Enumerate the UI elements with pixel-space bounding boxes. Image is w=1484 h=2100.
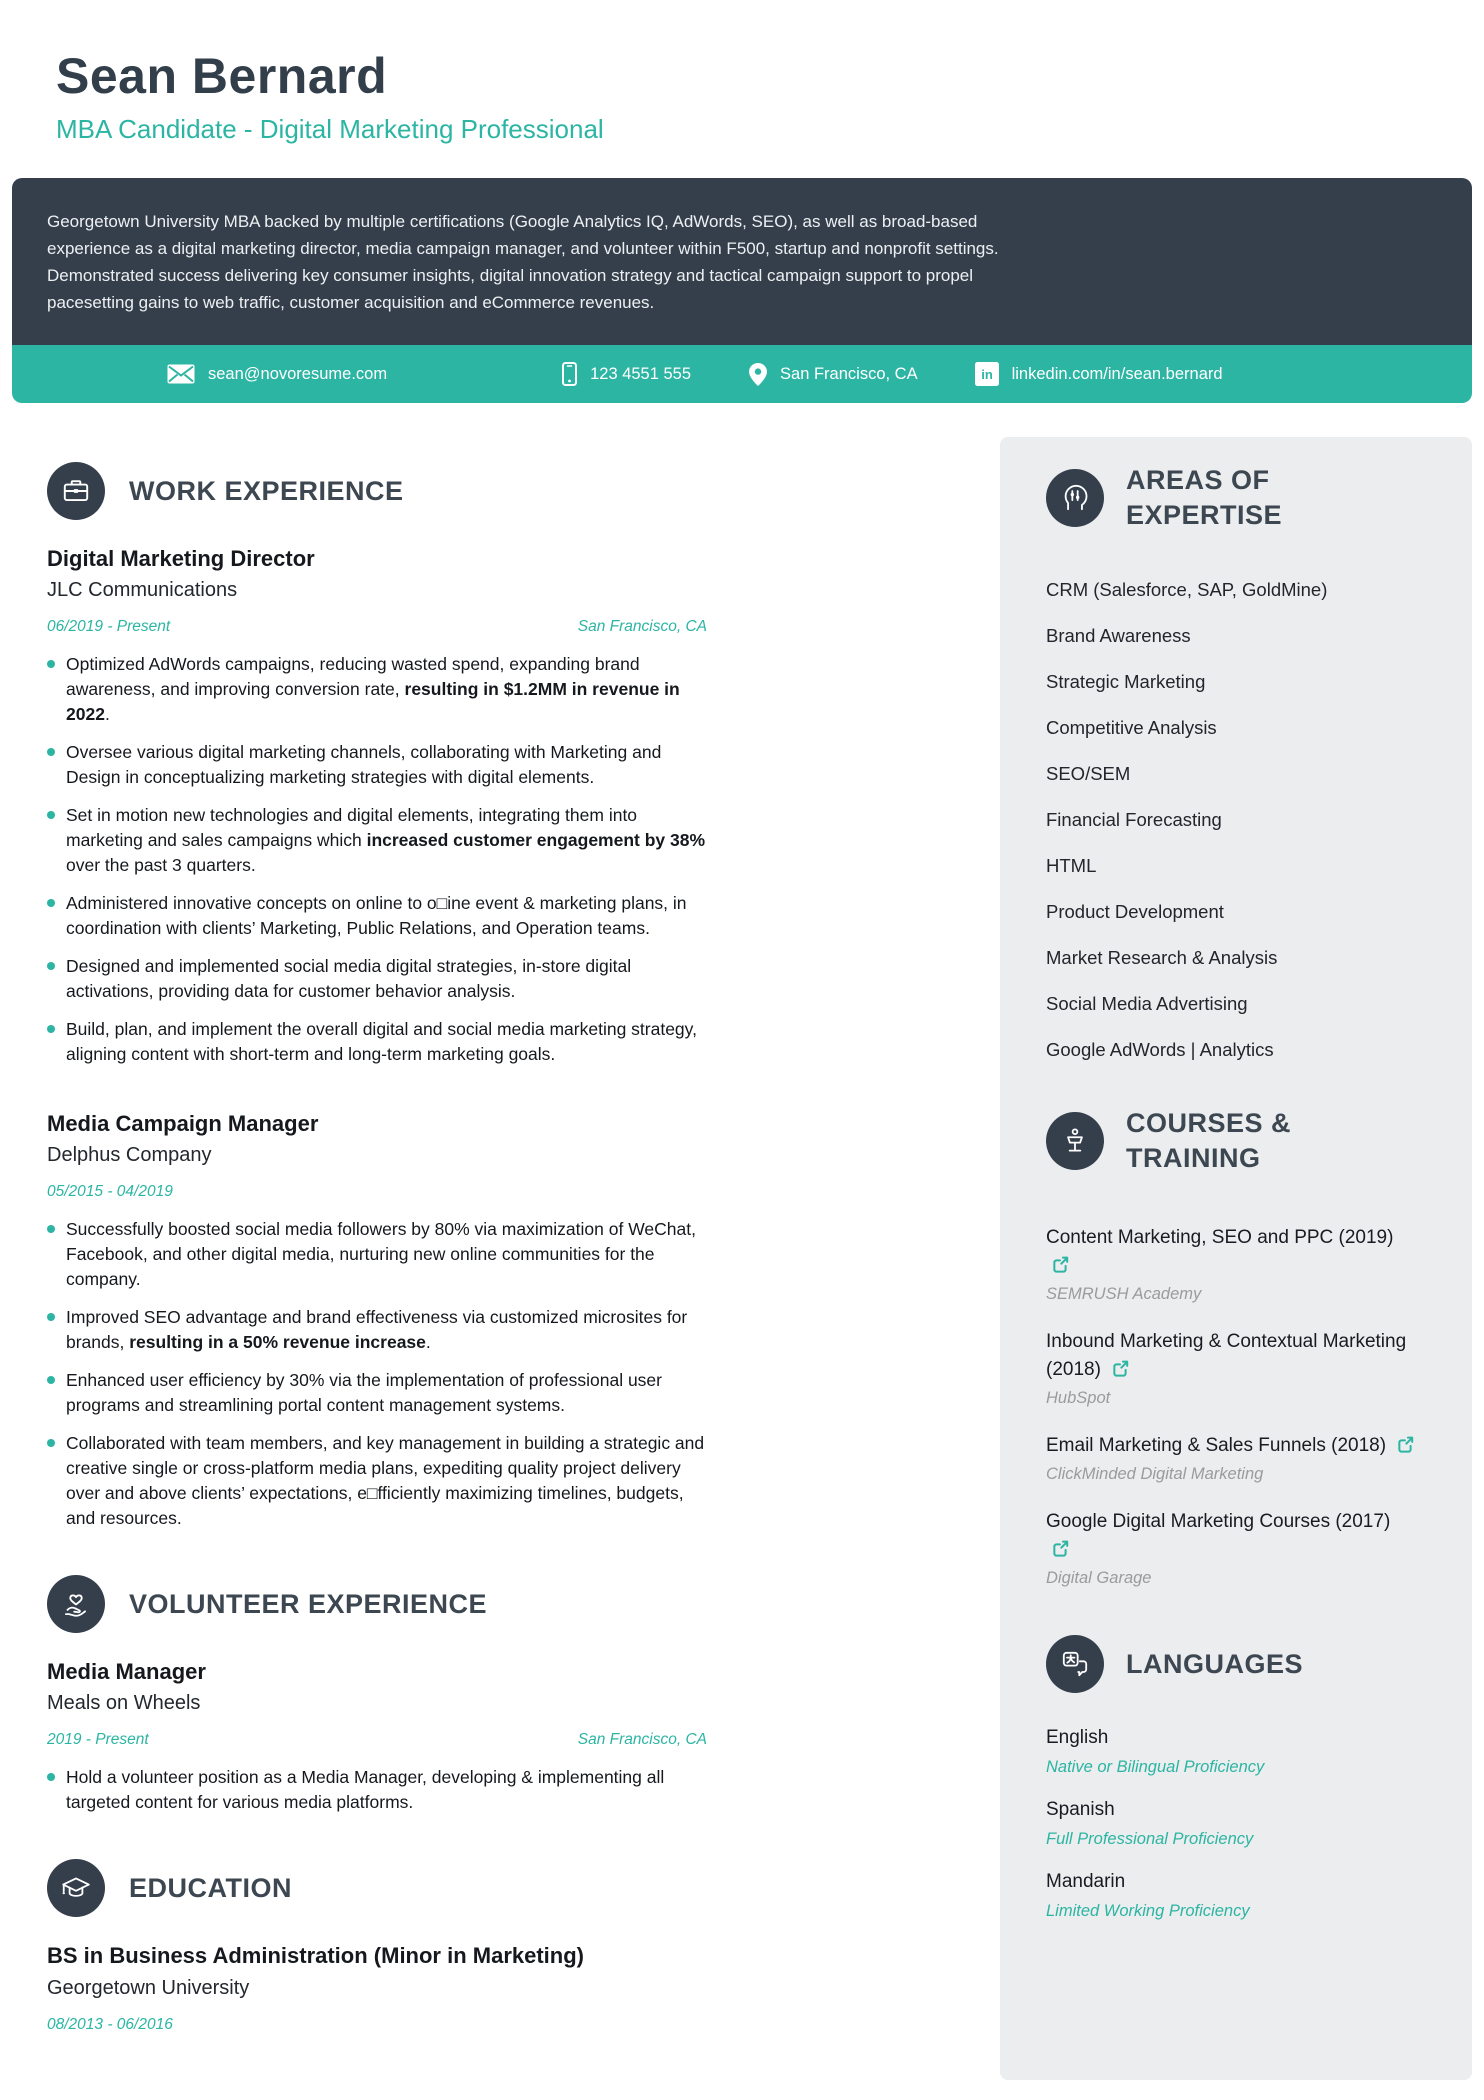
job-dates: 05/2015 - 04/2019 <box>47 1183 173 1200</box>
expertise-item: Strategic Marketing <box>1046 671 1206 692</box>
job-company: Delphus Company <box>47 1144 212 1166</box>
section-title: COURSES & TRAINING <box>1126 1108 1292 1173</box>
expertise-item: Social Media Advertising <box>1046 993 1248 1014</box>
job-bullets <box>47 652 707 1067</box>
course-name: Google Digital Marketing Courses (2017) <box>1046 1508 1418 1564</box>
course-provider: ClickMinded Digital Marketing <box>1046 1465 1264 1483</box>
expertise-list <box>1046 579 1444 1061</box>
contact-phone[interactable] <box>562 362 691 386</box>
language-item <box>1046 1867 1444 1926</box>
course-item <box>1046 1432 1444 1486</box>
job-meta <box>47 617 707 636</box>
bullet-point: Collaborated with team members, and key management in building a strategic and creative single or cross-platform media plans, expediting quality project delivery over and above clients’ expectations, e□fficiently maximizing timelines, budgets, and resources. <box>47 1431 707 1531</box>
left-column <box>47 462 707 2034</box>
language-item <box>1046 1723 1444 1782</box>
contact-linkedin[interactable] <box>975 362 1223 386</box>
volunteer-experience-section <box>47 1575 707 1815</box>
contact-email[interactable] <box>167 364 387 384</box>
bullet-point: Hold a volunteer position as a Media Manager, developing & implementing all targeted content for various media platforms. <box>47 1765 707 1815</box>
contact-linkedin-text: linkedin.com/in/sean.bernard <box>1011 364 1223 383</box>
language-name: English <box>1046 1727 1109 1748</box>
bullet-point: Successfully boosted social media followers by 80% via maximization of WeChat, Facebook, and other digital media, nurturing new online communities for the company. <box>47 1217 707 1292</box>
external-link-icon[interactable] <box>1052 1540 1069 1557</box>
course-name: Inbound Marketing & Contextual Marketing (2018) <box>1046 1331 1407 1380</box>
job-company: Meals on Wheels <box>47 1692 201 1714</box>
languages-section <box>1046 1635 1444 1926</box>
bullet-point: Build, plan, and implement the overall digital and social media marketing strategy, aligning content with short-term and long-term marketing goals. <box>47 1017 707 1067</box>
bullet-point: Enhanced user efficiency by 30% via the implementation of professional user programs and streamlining portal content management systems. <box>47 1368 707 1418</box>
contact-bar <box>12 345 1472 403</box>
bullet-point: Designed and implemented social media digital strategies, in-store digital activations, providing data for customer behavior analysis. <box>47 954 707 1004</box>
expertise-item: CRM (Salesforce, SAP, GoldMine) <box>1046 579 1328 600</box>
external-link-icon[interactable] <box>1112 1360 1129 1377</box>
course-item <box>1046 1224 1444 1306</box>
contact-location-text: San Francisco, CA <box>780 364 918 383</box>
expertise-item: Brand Awareness <box>1046 625 1191 646</box>
person-job-title: MBA Candidate - Digital Marketing Professional <box>56 114 604 144</box>
expertise-item: Product Development <box>1046 901 1224 922</box>
language-level: Native or Bilingual Proficiency <box>1046 1758 1265 1776</box>
sidebar <box>1000 437 1472 2080</box>
course-provider: HubSpot <box>1046 1389 1111 1407</box>
education-section <box>47 1859 707 2034</box>
expertise-item: Competitive Analysis <box>1046 717 1217 738</box>
external-link-icon[interactable] <box>1397 1436 1414 1453</box>
areas-of-expertise-section <box>1046 463 1444 1061</box>
education-dates: 08/2013 - 06/2016 <box>47 2016 173 2033</box>
course-name: Email Marketing & Sales Funnels (2018) <box>1046 1432 1418 1460</box>
course-item <box>1046 1508 1444 1590</box>
phone-icon <box>562 362 577 386</box>
job-meta <box>47 1730 707 1749</box>
contact-phone-text: 123 4551 555 <box>590 364 692 383</box>
location-pin-icon <box>749 363 767 386</box>
briefcase-icon <box>47 462 105 520</box>
graduation-cap-icon <box>47 1859 105 1917</box>
areas-of-expertise-header <box>1046 463 1444 533</box>
courses-training-section <box>1046 1106 1444 1590</box>
courses-list <box>1046 1224 1444 1590</box>
translate-icon <box>1046 1635 1104 1693</box>
course-provider: Digital Garage <box>1046 1569 1152 1587</box>
languages-header <box>1046 1635 1444 1693</box>
course-provider: SEMRUSH Academy <box>1046 1285 1202 1303</box>
email-icon <box>167 364 195 384</box>
education-school: Georgetown University <box>47 1977 250 1999</box>
linkedin-icon <box>975 362 999 386</box>
job-bullets <box>47 1217 707 1531</box>
languages-list <box>1046 1723 1444 1926</box>
bullet-point: Improved SEO advantage and brand effectiveness via customized microsites for brands, resulting in a 50% revenue increase. <box>47 1305 707 1355</box>
experience-entry <box>47 1111 707 1531</box>
language-level: Full Professional Proficiency <box>1046 1830 1254 1848</box>
job-title: Media Campaign Manager <box>47 1111 319 1136</box>
bullet-point: Optimized AdWords campaigns, reducing wasted spend, expanding brand awareness, and improving conversion rate, resulting in $1.2MM in revenue in 2022. <box>47 652 707 727</box>
experience-entry <box>47 546 707 1067</box>
summary-box <box>12 178 1472 345</box>
expertise-item: Financial Forecasting <box>1046 809 1222 830</box>
expertise-item: Google AdWords | Analytics <box>1046 1039 1274 1060</box>
job-bullets <box>47 1765 707 1815</box>
volunteer-jobs-list <box>47 1659 707 1815</box>
head-sliders-icon <box>1046 469 1104 527</box>
job-dates: 06/2019 - Present <box>47 618 171 635</box>
lectern-icon <box>1046 1112 1104 1170</box>
volunteer-experience-header <box>47 1575 707 1633</box>
job-title: Media Manager <box>47 1659 206 1684</box>
summary-text: Georgetown University MBA backed by multiple certifications (Google Analytics IQ, AdWords, SEO), as well as broad-based experience as a digital marketing director, media campaign manager, and volunteer within F500, startup and nonprofit settings. Demonstrated success delivering key consumer insights, digital innovation strategy and tactical campaign support to propel pacesetting gains to web traffic, customer acquisition and eCommerce revenues. <box>47 212 999 312</box>
expertise-item: HTML <box>1046 855 1097 876</box>
language-name: Spanish <box>1046 1799 1115 1820</box>
job-location: San Francisco, CA <box>577 618 707 635</box>
courses-training-header <box>1046 1106 1444 1176</box>
education-header <box>47 1859 707 1917</box>
job-location: San Francisco, CA <box>577 1731 707 1748</box>
bullet-point: Oversee various digital marketing channels, collaborating with Marketing and Design in conceptualizing marketing strategies with digital elements. <box>47 740 707 790</box>
section-title: AREAS OF EXPERTISE <box>1126 465 1283 530</box>
contact-email-text: sean@novoresume.com <box>208 364 388 383</box>
job-title: Digital Marketing Director <box>47 546 315 571</box>
svg-text:in: in <box>980 367 993 382</box>
language-item <box>1046 1795 1444 1854</box>
section-title: LANGUAGES <box>1126 1648 1304 1679</box>
education-degree: BS in Business Administration (Minor in Marketing) <box>47 1943 585 1968</box>
header <box>0 0 1484 144</box>
course-item <box>1046 1328 1444 1410</box>
section-title: WORK EXPERIENCE <box>129 475 404 506</box>
work-jobs-list <box>47 546 707 1531</box>
job-company: JLC Communications <box>47 579 238 601</box>
language-level: Limited Working Proficiency <box>1046 1902 1250 1920</box>
hand-heart-icon <box>47 1575 105 1633</box>
work-experience-header <box>47 462 707 520</box>
job-dates: 2019 - Present <box>47 1731 149 1748</box>
bullet-point: Administered innovative concepts on online to o□ine event & marketing plans, in coordination with clients’ Marketing, Public Relations, and Operation teams. <box>47 891 707 941</box>
section-title: VOLUNTEER EXPERIENCE <box>129 1588 488 1619</box>
work-experience-section <box>47 462 707 1531</box>
job-meta <box>47 1182 707 1201</box>
external-link-icon[interactable] <box>1052 1256 1069 1273</box>
person-name: Sean Bernard <box>56 48 388 104</box>
course-name: Content Marketing, SEO and PPC (2019) <box>1046 1224 1418 1280</box>
expertise-item: Market Research & Analysis <box>1046 947 1278 968</box>
expertise-item: SEO/SEM <box>1046 763 1131 784</box>
summary-card <box>12 178 1472 403</box>
language-name: Mandarin <box>1046 1871 1126 1892</box>
contact-location <box>749 363 918 386</box>
bullet-point: Set in motion new technologies and digital elements, integrating them into marketing and sales campaigns which increased customer engagement by 38% over the past 3 quarters. <box>47 803 707 878</box>
section-title: EDUCATION <box>129 1872 292 1903</box>
experience-entry <box>47 1659 707 1815</box>
